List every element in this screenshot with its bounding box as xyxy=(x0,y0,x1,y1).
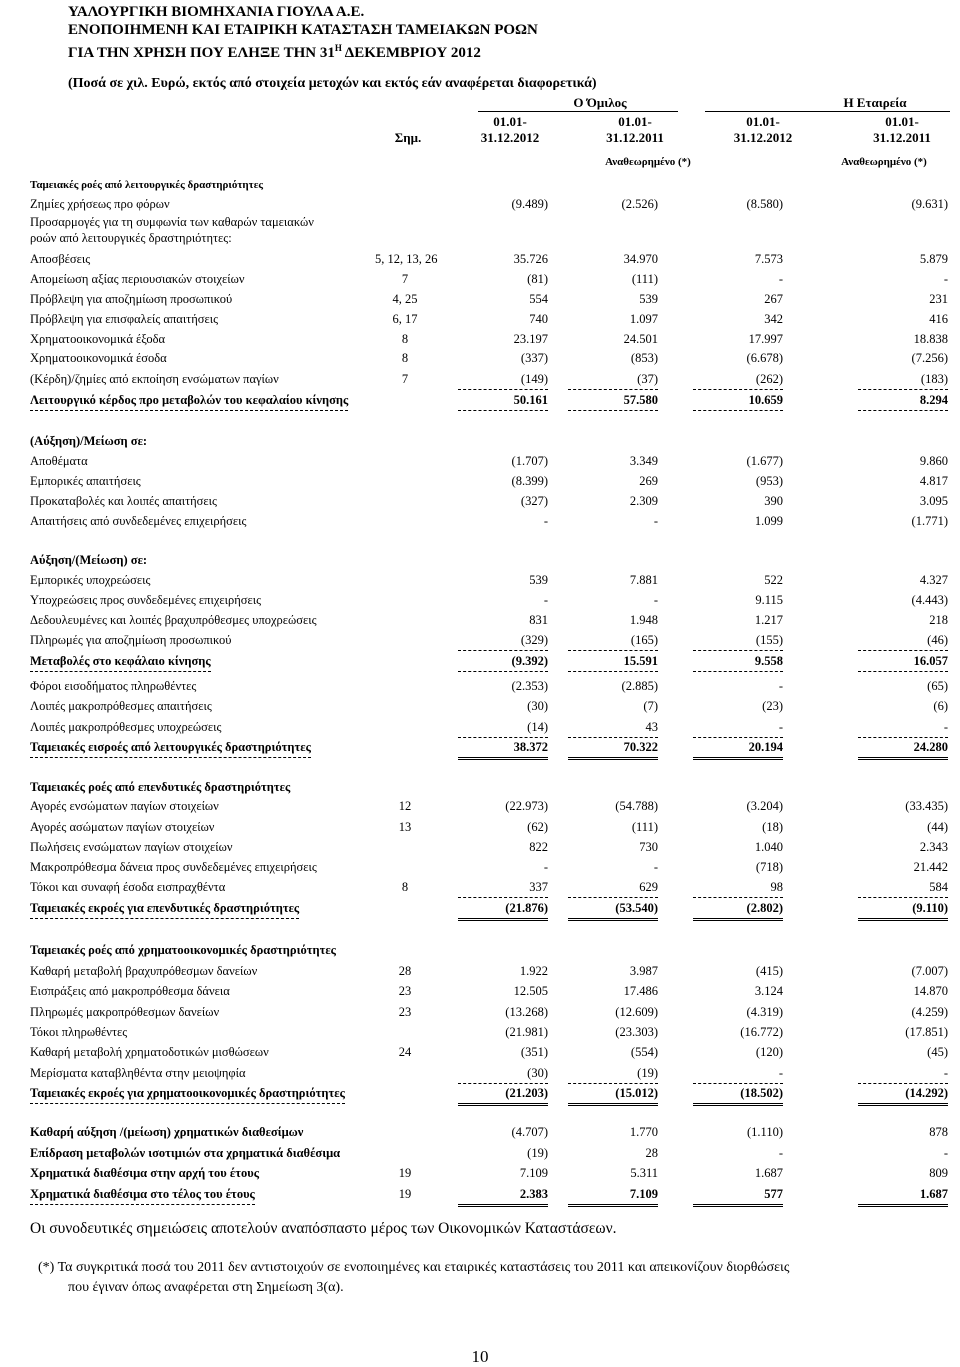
row-value-col4: (33.435) xyxy=(905,799,948,813)
company-name: ΥΑΛΟΥΡΓΙΚΗ ΒΙΟΜΗΧΑΝΙΑ ΓΙΟΥΛΑ Α.Ε. xyxy=(68,4,365,20)
table-row xyxy=(0,551,960,570)
table-row xyxy=(0,1064,960,1083)
row-value-col1: 1.922 xyxy=(519,964,548,978)
table-row xyxy=(0,878,960,897)
row-label: Χρηματοοικονομικά έξοδα xyxy=(30,332,166,346)
table-row xyxy=(0,631,960,650)
row-label: Αύξηση/(Μείωση) σε: xyxy=(30,553,148,567)
row-label: Πρόβλεψη για επισφαλείς απαιτήσεις xyxy=(30,312,219,326)
row-value-col4: 9.860 xyxy=(919,454,948,468)
footnote-restatement-line1: (*) Τα συγκριτικά ποσά του 2011 δεν αντιστοιχούν σε ενοποιημένες και εταιρικές καταστάσεις του 2011 και απεικονίζουν διορθώσεις xyxy=(38,1260,790,1275)
row-label: Ταμειακές ροές από χρηματοοικονομικές δραστηριότητες xyxy=(30,943,336,957)
row-value-col3: (953) xyxy=(755,474,783,488)
row-value-col1: (19) xyxy=(527,1146,548,1160)
row-value-col3: 1.040 xyxy=(754,840,783,854)
period2-from: 01.01- xyxy=(618,114,652,129)
row-value-col2: (2.885) xyxy=(621,679,658,693)
table-row xyxy=(0,1003,960,1022)
row-value-col1: (337) xyxy=(520,351,548,365)
row-note: 28 xyxy=(398,964,412,978)
row-value-col3: (8.580) xyxy=(746,197,783,211)
table-row xyxy=(0,677,960,696)
row-value-col2: (165) xyxy=(568,631,658,651)
row-value-col4: (14.292) xyxy=(858,1084,948,1106)
row-value-col1: (21.876) xyxy=(458,899,548,921)
row-value-col4: 809 xyxy=(929,1166,948,1180)
row-value-col2: 1.097 xyxy=(629,312,658,326)
period1-from: 01.01- xyxy=(493,114,527,129)
row-label: Απαιτήσεις από συνδεδεμένες επιχειρήσεις xyxy=(30,514,247,528)
table-row xyxy=(0,697,960,716)
row-value-col4: (65) xyxy=(927,679,948,693)
row-value-col2: 43 xyxy=(568,718,658,738)
row-value-col4: 416 xyxy=(929,312,948,326)
row-value-col1: (329) xyxy=(458,631,548,651)
row-note: 19 xyxy=(398,1187,412,1201)
row-value-col1: - xyxy=(543,593,548,607)
period-text-end: ΔΕΚΕΜΒΡΙΟΥ 2012 xyxy=(341,45,481,61)
row-value-col4: 584 xyxy=(858,878,948,898)
row-value-col3: 1.687 xyxy=(754,1166,783,1180)
row-value-col2: (554) xyxy=(630,1045,658,1059)
row-value-col4: 8.294 xyxy=(858,391,948,411)
row-value-col4: (9.110) xyxy=(858,899,948,921)
table-row xyxy=(0,512,960,531)
row-label: Προκαταβολές και λοιπές απαιτήσεις xyxy=(30,494,217,508)
row-value-col1: 12.505 xyxy=(513,984,548,998)
row-label: Πληρωμές μακροπρόθεσμων δανείων xyxy=(30,1005,220,1019)
row-label: Ταμειακές εισροές από λειτουργικές δραστηριότητες xyxy=(30,738,311,758)
row-value-col4: (17.851) xyxy=(905,1025,948,1039)
row-value-col2: 1.948 xyxy=(629,613,658,627)
row-value-col4: (1.771) xyxy=(911,514,948,528)
table-row xyxy=(0,858,960,877)
row-value-col2: (54.788) xyxy=(615,799,658,813)
row-note: 8 xyxy=(401,332,409,346)
row-label: Υποχρεώσεις προς συνδεδεμένες επιχειρήσεις xyxy=(30,593,262,607)
table-row xyxy=(0,1164,960,1183)
row-value-col2: 17.486 xyxy=(623,984,658,998)
row-label: Λοιπές μακροπρόθεσμες υποχρεώσεις xyxy=(30,720,222,734)
row-value-col1: 554 xyxy=(529,292,548,306)
row-value-col2: (19) xyxy=(568,1064,658,1084)
row-label: Τόκοι πληρωθέντες xyxy=(30,1025,128,1039)
row-value-col2: (37) xyxy=(568,370,658,390)
row-value-col4: 4.327 xyxy=(919,573,948,587)
table-row xyxy=(0,652,960,671)
row-value-col4: - xyxy=(943,272,948,286)
restated-label-group: Αναθεωρημένο (*) xyxy=(605,156,691,168)
row-label: Απομείωση αξίας περιουσιακών στοιχείων xyxy=(30,272,245,286)
row-note: 12 xyxy=(398,799,412,813)
statement-period xyxy=(68,38,481,63)
table-row xyxy=(0,899,960,918)
row-value-col1: 822 xyxy=(529,840,548,854)
row-value-col2: 24.501 xyxy=(623,332,658,346)
row-value-col2: 539 xyxy=(639,292,658,306)
statement-title: ΕΝΟΠΟΙΗΜΕΝΗ ΚΑΙ ΕΤΑΙΡΙΚΗ ΚΑΤΑΣΤΑΣΗ ΤΑΜΕΙΑΚΩΝ ΡΟΩΝ xyxy=(68,22,538,38)
row-note: 24 xyxy=(398,1045,412,1059)
table-row xyxy=(0,229,960,248)
row-value-col4: (4.443) xyxy=(911,593,948,607)
table-row xyxy=(0,1185,960,1204)
row-value-col3: 10.659 xyxy=(693,391,783,411)
row-label: Λοιπές μακροπρόθεσμες απαιτήσεις xyxy=(30,699,212,713)
row-value-col3: 577 xyxy=(693,1185,783,1207)
table-row xyxy=(0,1023,960,1042)
table-row xyxy=(0,176,960,195)
table-row xyxy=(0,591,960,610)
row-value-col4: 231 xyxy=(929,292,948,306)
row-value-col1: (327) xyxy=(520,494,548,508)
row-label: Πωλήσεις ενσώματων παγίων στοιχείων xyxy=(30,840,233,854)
table-row xyxy=(0,571,960,590)
table-row xyxy=(0,452,960,471)
row-value-col1: 7.109 xyxy=(519,1166,548,1180)
row-label: Επίδραση μεταβολών ισοτιμιών στα χρηματικά διαθέσιμα xyxy=(30,1146,341,1160)
page-number: 10 xyxy=(471,1347,489,1366)
period3-to: 31.12.2012 xyxy=(733,130,793,145)
footnote-restatement-line2: που έγιναν όπως αναφέρεται στη Σημείωση 3(α). xyxy=(68,1280,344,1295)
row-value-col4: 16.057 xyxy=(858,652,948,672)
row-value-col3: (4.319) xyxy=(746,1005,783,1019)
table-row xyxy=(0,778,960,797)
row-value-col3: - xyxy=(693,1064,783,1084)
row-value-col4: (7.256) xyxy=(911,351,948,365)
row-label: Μακροπρόθεσμα δάνεια προς συνδεδεμένες επιχειρήσεις xyxy=(30,860,317,874)
row-value-col4: - xyxy=(943,1146,948,1160)
table-row xyxy=(0,1084,960,1103)
row-value-col1: 35.726 xyxy=(513,252,548,266)
row-value-col3: (18.502) xyxy=(693,1084,783,1106)
row-value-col3: (2.802) xyxy=(693,899,783,921)
row-value-col3: - xyxy=(778,272,783,286)
row-value-col4: 21.442 xyxy=(913,860,948,874)
row-label: Μερίσματα καταβληθέντα στην μειοψηφία xyxy=(30,1066,246,1080)
table-row xyxy=(0,349,960,368)
table-row xyxy=(0,310,960,329)
row-value-col4: (46) xyxy=(858,631,948,651)
table-row xyxy=(0,330,960,349)
row-value-col3: 7.573 xyxy=(754,252,783,266)
row-label: Καθαρή μεταβολή χρηματοδοτικών μισθώσεων xyxy=(30,1045,269,1059)
company-underline xyxy=(705,111,950,112)
row-value-col3: (1.110) xyxy=(747,1125,783,1139)
row-label: Αποθέματα xyxy=(30,454,88,468)
period3-from: 01.01- xyxy=(746,114,780,129)
row-label: Αγορές ασώματων παγίων στοιχείων xyxy=(30,820,215,834)
row-value-col1: 23.197 xyxy=(513,332,548,346)
row-label: Αγορές ενσώματων παγίων στοιχείων xyxy=(30,799,219,813)
row-value-col3: (155) xyxy=(693,631,783,651)
row-value-col4: (9.631) xyxy=(911,197,948,211)
row-value-col2: 7.881 xyxy=(629,573,658,587)
row-value-col1: 38.372 xyxy=(458,738,548,760)
row-label: Πρόβλεψη για αποζημίωση προσωπικού xyxy=(30,292,233,306)
table-row xyxy=(0,270,960,289)
row-value-col3: - xyxy=(778,1146,783,1160)
table-row xyxy=(0,962,960,981)
row-label: Μεταβολές στο κεφάλαιο κίνησης xyxy=(30,652,211,672)
row-value-col3: 267 xyxy=(764,292,783,306)
row-value-col3: (18) xyxy=(762,820,783,834)
row-value-col3: (3.204) xyxy=(746,799,783,813)
row-value-col4: 3.095 xyxy=(919,494,948,508)
row-value-col3: 390 xyxy=(764,494,783,508)
note-header: Σημ. xyxy=(394,130,422,145)
row-note: 23 xyxy=(398,984,412,998)
row-value-col4: 24.280 xyxy=(858,738,948,760)
row-value-col3: 522 xyxy=(764,573,783,587)
table-row xyxy=(0,718,960,737)
row-value-col2: 34.970 xyxy=(623,252,658,266)
period4-from: 01.01- xyxy=(885,114,919,129)
row-note: 8 xyxy=(401,351,409,365)
table-row xyxy=(0,982,960,1001)
row-value-col1: (2.353) xyxy=(511,679,548,693)
row-value-col4: 18.838 xyxy=(913,332,948,346)
table-row xyxy=(0,195,960,214)
row-note: 19 xyxy=(398,1166,412,1180)
row-value-col2: 70.322 xyxy=(568,738,658,760)
row-value-col1: (81) xyxy=(527,272,548,286)
row-label: Καθαρή αύξηση /(μείωση) χρηματικών διαθεσίμων xyxy=(30,1125,304,1139)
table-row xyxy=(0,432,960,451)
row-note: 13 xyxy=(398,820,412,834)
period-superscript: Η xyxy=(334,43,342,53)
row-value-col4: 5.879 xyxy=(919,252,948,266)
row-label: Χρηματικά διαθέσιμα στην αρχή του έτους xyxy=(30,1166,260,1180)
row-value-col3: (6.678) xyxy=(746,351,783,365)
row-value-col1: (9.489) xyxy=(511,197,548,211)
row-value-col3: 1.217 xyxy=(754,613,783,627)
row-value-col3: 98 xyxy=(693,878,783,898)
row-value-col2: (23.303) xyxy=(615,1025,658,1039)
row-value-col2: 3.349 xyxy=(629,454,658,468)
row-value-col2: 28 xyxy=(645,1146,658,1160)
row-value-col3: 3.124 xyxy=(754,984,783,998)
row-note: 4, 25 xyxy=(392,292,418,306)
row-value-col3: 17.997 xyxy=(748,332,783,346)
row-value-col2: 57.580 xyxy=(568,391,658,411)
row-value-col3: (415) xyxy=(755,964,783,978)
row-value-col2: 15.591 xyxy=(568,652,658,672)
row-value-col4: - xyxy=(858,1064,948,1084)
row-value-col3: (120) xyxy=(755,1045,783,1059)
row-value-col1: - xyxy=(543,860,548,874)
row-value-col1: (62) xyxy=(527,820,548,834)
period4-to: 31.12.2011 xyxy=(873,130,931,145)
row-value-col4: - xyxy=(858,718,948,738)
row-label: Τόκοι και συναφή έσοδα εισπραχθέντα xyxy=(30,880,226,894)
table-row xyxy=(0,838,960,857)
row-value-col4: 2.343 xyxy=(919,840,948,854)
row-value-col2: 629 xyxy=(568,878,658,898)
period-text: ΓΙΑ ΤΗΝ ΧΡΗΣΗ ΠΟΥ ΕΛΗΞΕ ΤΗΝ 31 xyxy=(68,45,335,61)
row-value-col2: (12.609) xyxy=(615,1005,658,1019)
row-label: Ταμειακές ροές από επενδυτικές δραστηριότητες xyxy=(30,780,291,794)
row-note: 8 xyxy=(401,880,409,894)
row-value-col3: 9.115 xyxy=(755,593,783,607)
row-label: Χρηματοοικονομικά έσοδα xyxy=(30,351,167,365)
row-value-col4: 218 xyxy=(929,613,948,627)
row-value-col1: (21.203) xyxy=(458,1084,548,1106)
row-value-col4: 878 xyxy=(929,1125,948,1139)
row-label: Εισπράξεις από μακροπρόθεσμα δάνεια xyxy=(30,984,230,998)
row-label: Χρηματικά διαθέσιμα στο τέλος του έτους xyxy=(30,1185,255,1205)
row-value-col2: (15.012) xyxy=(568,1084,658,1106)
row-label: ροών από λειτουργικές δραστηριότητες: xyxy=(30,231,232,245)
table-row xyxy=(0,250,960,269)
row-value-col4: (44) xyxy=(927,820,948,834)
row-value-col1: 831 xyxy=(529,613,548,627)
row-value-col2: 5.311 xyxy=(630,1166,658,1180)
row-value-col4: 1.687 xyxy=(858,1185,948,1207)
row-value-col2: 3.987 xyxy=(629,964,658,978)
row-label: Εμπορικές απαιτήσεις xyxy=(30,474,141,488)
row-note: 5, 12, 13, 26 xyxy=(375,252,438,266)
table-row xyxy=(0,492,960,511)
row-value-col3: - xyxy=(693,718,783,738)
row-value-col3: (262) xyxy=(693,370,783,390)
row-value-col1: (13.268) xyxy=(505,1005,548,1019)
row-value-col2: (853) xyxy=(630,351,658,365)
period2-to: 31.12.2011 xyxy=(606,130,664,145)
row-label: Δεδουλευμένες και λοιπές βραχυπρόθεσμες υποχρεώσεις xyxy=(30,613,317,627)
row-value-col1: 50.161 xyxy=(458,391,548,411)
row-value-col1: (30) xyxy=(527,699,548,713)
row-value-col1: 2.383 xyxy=(458,1185,548,1207)
row-value-col2: 2.309 xyxy=(629,494,658,508)
row-value-col2: 1.770 xyxy=(629,1125,658,1139)
row-value-col3: 9.558 xyxy=(693,652,783,672)
row-value-col1: 337 xyxy=(458,878,548,898)
restated-label-company: Αναθεωρημένο (*) xyxy=(841,156,927,168)
row-value-col2: (111) xyxy=(631,820,658,834)
row-note: 7 xyxy=(401,272,409,286)
table-row xyxy=(0,370,960,389)
table-row xyxy=(0,472,960,491)
row-value-col3: (23) xyxy=(762,699,783,713)
row-value-col1: (4.707) xyxy=(511,1125,548,1139)
table-row xyxy=(0,391,960,410)
row-label: Ταμειακές ροές από λειτουργικές δραστηριότητες xyxy=(30,179,264,191)
row-value-col2: (2.526) xyxy=(621,197,658,211)
row-value-col1: (21.981) xyxy=(505,1025,548,1039)
row-value-col1: (8.399) xyxy=(511,474,548,488)
row-label: Φόροι εισοδήματος πληρωθέντες xyxy=(30,679,197,693)
row-note: 7 xyxy=(401,372,409,386)
row-value-col2: - xyxy=(653,860,658,874)
company-header: Η Εταιρεία xyxy=(843,95,907,110)
group-header: Ο Όμιλος xyxy=(573,95,627,110)
row-label: Πληρωμές για αποζημίωση προσωπικού xyxy=(30,633,232,647)
row-value-col2: 730 xyxy=(639,840,658,854)
row-value-col1: - xyxy=(543,514,548,528)
table-row xyxy=(0,611,960,630)
row-value-col4: (4.259) xyxy=(911,1005,948,1019)
table-row xyxy=(0,1144,960,1163)
table-row xyxy=(0,941,960,960)
amounts-subtitle: (Ποσά σε χιλ. Ευρώ, εκτός από στοιχεία μετοχών και εκτός εάν αναφέρεται διαφορετικά) xyxy=(68,76,597,91)
row-value-col3: (16.772) xyxy=(740,1025,783,1039)
group-underline xyxy=(478,111,678,112)
row-value-col1: (30) xyxy=(458,1064,548,1084)
row-value-col4: 14.870 xyxy=(913,984,948,998)
row-value-col3: 1.099 xyxy=(754,514,783,528)
row-value-col1: 539 xyxy=(529,573,548,587)
row-value-col1: (22.973) xyxy=(505,799,548,813)
row-value-col4: (183) xyxy=(858,370,948,390)
table-row xyxy=(0,738,960,757)
row-value-col1: (9.392) xyxy=(458,652,548,672)
row-value-col2: 269 xyxy=(639,474,658,488)
footnote-notes: Οι συνοδευτικές σημειώσεις αποτελούν αναπόσπαστο μέρος των Οικονομικών Καταστάσεων. xyxy=(30,1220,617,1237)
row-value-col3: (1.677) xyxy=(746,454,783,468)
row-value-col2: (53.540) xyxy=(568,899,658,921)
row-label: Καθαρή μεταβολή βραχυπρόθεσμων δανείων xyxy=(30,964,258,978)
row-value-col2: - xyxy=(653,514,658,528)
row-label: Αποσβέσεις xyxy=(30,252,91,266)
table-row xyxy=(0,290,960,309)
row-value-col1: 740 xyxy=(529,312,548,326)
row-value-col3: (718) xyxy=(755,860,783,874)
row-label: (Κέρδη)/ζημίες από εκποίηση ενσώματων παγίων xyxy=(30,372,279,386)
table-row xyxy=(0,1123,960,1142)
row-note: 23 xyxy=(398,1005,412,1019)
row-label: Εμπορικές υποχρεώσεις xyxy=(30,573,151,587)
row-value-col4: (45) xyxy=(927,1045,948,1059)
row-note: 6, 17 xyxy=(392,312,418,326)
row-value-col3: 342 xyxy=(764,312,783,326)
table-row xyxy=(0,818,960,837)
table-row xyxy=(0,1043,960,1062)
row-value-col1: (1.707) xyxy=(511,454,548,468)
row-value-col2: (7) xyxy=(643,699,658,713)
row-value-col1: (14) xyxy=(458,718,548,738)
row-value-col4: 4.817 xyxy=(919,474,948,488)
row-label: Ταμειακές εκροές για χρηματοοικονομικές δραστηριότητες xyxy=(30,1084,345,1104)
row-label: (Αύξηση)/Μείωση σε: xyxy=(30,434,148,448)
footnote-restatement xyxy=(38,1258,938,1298)
row-value-col4: (7.007) xyxy=(911,964,948,978)
row-value-col2: (111) xyxy=(631,272,658,286)
table-row xyxy=(0,797,960,816)
row-value-col3: 20.194 xyxy=(693,738,783,760)
row-value-col2: - xyxy=(653,593,658,607)
row-value-col3: - xyxy=(778,679,783,693)
row-value-col2: 7.109 xyxy=(568,1185,658,1207)
row-label: Προσαρμογές για τη συμφωνία των καθαρών ταμειακών xyxy=(30,215,314,229)
row-label: Ζημίες χρήσεως προ φόρων xyxy=(30,197,170,211)
period1-to: 31.12.2012 xyxy=(480,130,540,145)
row-value-col1: (149) xyxy=(458,370,548,390)
row-label: Ταμειακές εκροές για επενδυτικές δραστηριότητες xyxy=(30,899,299,919)
row-label: Λειτουργικό κέρδος προ μεταβολών του κεφαλαίου κίνησης xyxy=(30,391,348,411)
row-value-col1: (351) xyxy=(520,1045,548,1059)
row-value-col4: (6) xyxy=(933,699,948,713)
